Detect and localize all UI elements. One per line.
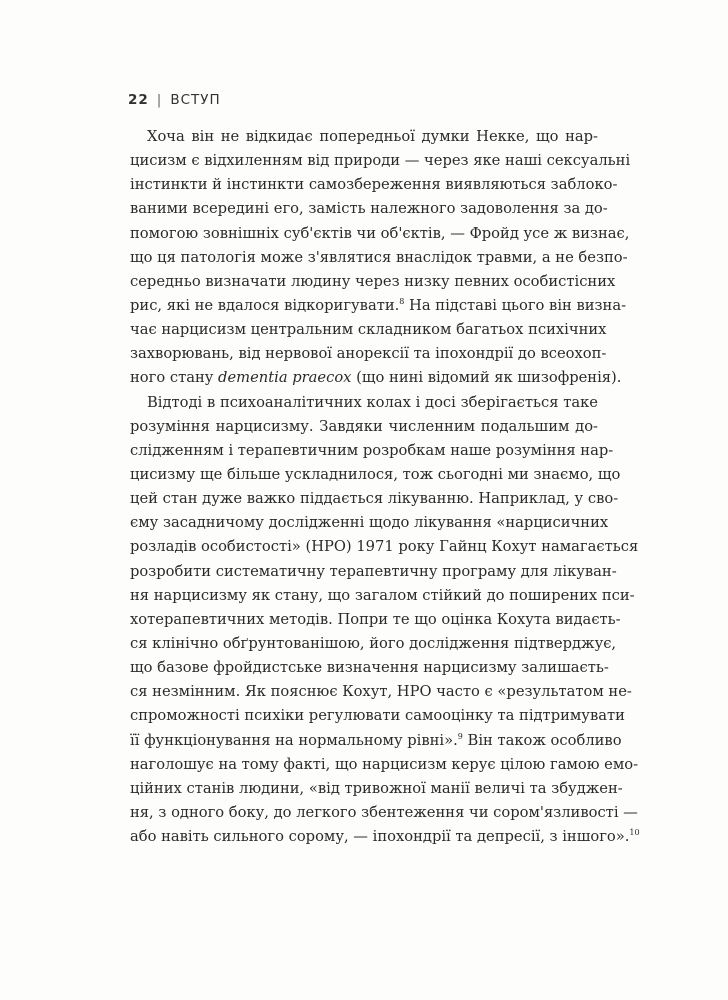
text-line: хотерапевтичних методів. Попри те що оцінка Кохута видаєть- [130, 610, 621, 628]
text-line: цей стан дуже важко піддається лікуванню. Наприклад, у сво- [130, 490, 619, 508]
text-run: На підставі цього він визна- [404, 296, 627, 314]
text-line [130, 294, 627, 318]
text-line: захворювань, від нервової анорексії та іпохондрії до всеохоп- [130, 345, 607, 363]
text-run: Він також особливо [462, 731, 622, 749]
text-run: її функціонування на нормальному рівні». [130, 731, 458, 749]
text-line [130, 729, 622, 753]
text-line: ваними всередині его, замість належного задоволення за до- [130, 200, 608, 218]
text-line: розуміння нарцисизму. Завдяки численним подальшим до- [130, 417, 598, 435]
text-line: що ця патологія може з'являтися внаслідок травми, а не безпо- [130, 248, 628, 266]
running-head-separator: | [156, 92, 163, 108]
text-line [130, 825, 640, 849]
text-line: слідженням і терапевтичним розробкам наше розуміння нар- [130, 441, 614, 459]
text-line: наголошує на тому факті, що нарцисизм керує цілою гамою емо- [130, 755, 639, 773]
text-run: ного стану [130, 369, 219, 387]
text-line: Відтоді в психоаналітичних колах і досі зберігається таке [147, 393, 598, 411]
text-line: Хоча він не відкидає попередньої думки Некке, що нар- [147, 128, 598, 145]
text-line: ся клінічно обґрунтованішою, його дослідження підтверджує, [130, 634, 617, 652]
section-title: ВСТУП [170, 92, 221, 108]
text-run: рис, які не вдалося відкоригувати. [130, 296, 400, 314]
text-line: розладів особистості» (НРО) 1971 року Гайнц Кохут намагається [130, 538, 639, 556]
text-run: або навіть сильного сорому, — іпохондрії та депресії, з іншого». [130, 828, 630, 846]
text-line [130, 366, 622, 390]
text-line: розробити систематичну терапевтичну програму для лікуван- [130, 562, 617, 580]
text-line: середньо визначати людину через низку певних особистісних [130, 272, 616, 290]
text-line: ційних станів людини, «від тривожної манії величі та збуджен- [130, 779, 623, 797]
running-head [128, 92, 221, 108]
page-number: 22 [128, 92, 149, 108]
text-line: інстинкти й інстинкти самозбереження виявляються заблоко- [130, 176, 618, 194]
text-line: що базове фройдистське визначення нарцисизму залишаєть- [130, 659, 609, 677]
text-run: (що нині відомий як шизофренія). [351, 369, 622, 387]
text-line: цисизму ще більше ускладнилося, тож сьогодні ми знаємо, що [130, 465, 621, 483]
text-line: чає нарцисизм центральним складником багатьох психічних [130, 321, 607, 339]
footnote-ref-9: 9 [457, 731, 463, 741]
latin-term: dementia praecox [218, 369, 352, 387]
body-text [130, 125, 640, 849]
text-line: єму засадничому дослідженні щодо лікування «нарцисичних [130, 514, 609, 532]
footnote-ref-10: 10 [629, 828, 640, 838]
text-line: цисизм є відхиленням від природи — через яке наші сексуальні [130, 152, 631, 170]
text-line: ня, з одного боку, до легкого збентеження чи сором'язливості — [130, 803, 638, 821]
text-line: ся незмінним. Як пояснює Кохут, НРО часто є «результатом не- [130, 683, 632, 701]
footnote-ref-8: 8 [399, 296, 405, 306]
text-line: спроможності психіки регулювати самооцінку та підтримувати [130, 707, 625, 725]
text-line: помогою зовнішніх суб'єктів чи об'єктів, — Фройд усе ж визнає, [130, 224, 630, 242]
text-line: ня нарцисизму як стану, що загалом стійкий до поширених пси- [130, 586, 635, 604]
